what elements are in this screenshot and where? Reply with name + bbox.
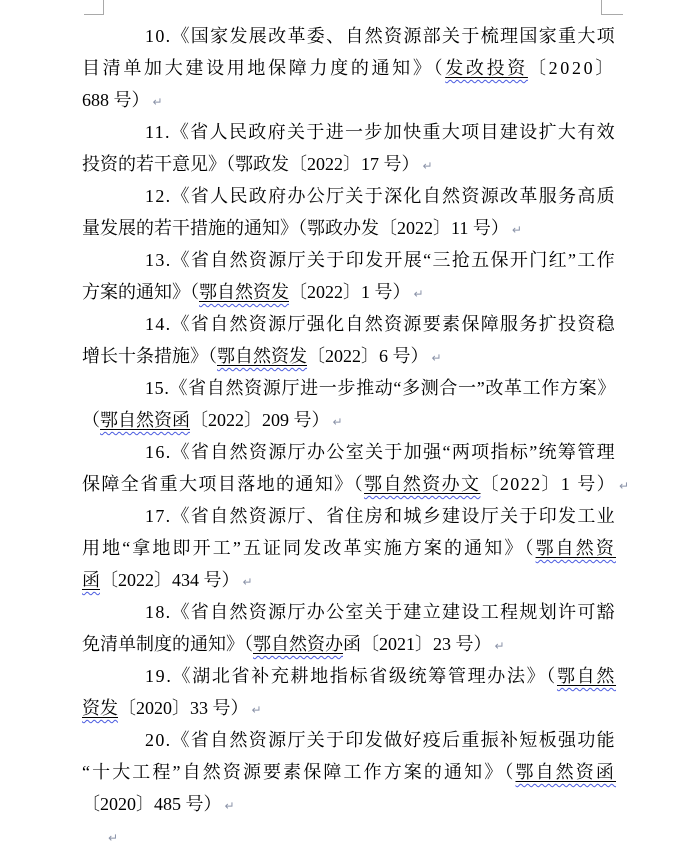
paragraph-mark-icon: ↵ (511, 223, 522, 237)
doc-reference-link[interactable] (515, 762, 616, 782)
line-content (145, 506, 616, 526)
text-line (82, 532, 616, 564)
doc-reference-link-text: 鄂自然资办 (253, 634, 343, 654)
line-content (145, 250, 616, 270)
doc-reference-link-text: 发改投资 (445, 58, 528, 78)
doc-reference-link[interactable] (82, 698, 118, 718)
text-run: 〔2022〕6 号） (307, 346, 429, 366)
line-content (145, 122, 616, 142)
paragraph-mark-icon: ↵ (242, 575, 253, 589)
text-run: （ (82, 410, 100, 430)
text-run: 〔2022〕1 号） (480, 474, 617, 494)
text-line (82, 724, 616, 756)
text-line (82, 372, 616, 404)
text-run: 19.《湖北省补充耕地指标省级统筹管理办法》（ (145, 666, 557, 686)
text-run: 免清单制度的通知》（ (82, 634, 253, 654)
doc-reference-link-text: 资发 (82, 698, 118, 718)
text-run: 保障全省重大项目落地的通知》（ (82, 474, 365, 494)
text-line (82, 20, 616, 52)
text-run: 方案的通知》（ (82, 282, 199, 302)
text-run: 投资的若干意见》（鄂政发〔2022〕17 号） (82, 154, 420, 174)
line-content (145, 378, 616, 398)
text-line (82, 788, 616, 820)
text-run: 〔2020〕 (527, 58, 617, 78)
text-line (82, 756, 616, 788)
doc-reference-link-text: 鄂自然资办文 (364, 474, 481, 494)
paragraph-mark-icon: ↵ (413, 287, 424, 301)
line-content (82, 218, 509, 238)
text-run: 函〔2021〕23 号） (343, 634, 492, 654)
doc-reference-link[interactable] (217, 346, 307, 366)
paragraph-mark-icon: ↵ (332, 415, 343, 429)
line-content (82, 90, 150, 110)
text-run: 〔2022〕209 号） (190, 410, 330, 430)
paragraph-mark-icon: ↵ (251, 703, 262, 717)
text-line (82, 500, 616, 532)
text-line (82, 148, 616, 180)
text-line (82, 212, 616, 244)
line-content (82, 570, 240, 590)
text-line (82, 404, 616, 436)
line-content (82, 762, 616, 782)
text-line (82, 84, 616, 116)
line-content (145, 666, 616, 686)
text-run: 688 号） (82, 90, 150, 110)
text-run: 用地“拿地即开工”五证同发改革实施方案的通知》（ (82, 538, 536, 558)
line-content (82, 538, 616, 558)
line-content (145, 730, 616, 750)
doc-reference-link-text: 鄂自然资 (535, 538, 616, 558)
text-run: 〔2022〕1 号） (289, 282, 411, 302)
text-run: 16.《省自然资源厅办公室关于加强“两项指标”统筹管理 (145, 442, 616, 462)
doc-reference-link[interactable] (253, 634, 343, 654)
text-line (82, 308, 616, 340)
line-content (145, 186, 616, 206)
paragraph-mark-icon: ↵ (494, 639, 505, 653)
document-text-block (82, 20, 630, 852)
text-line (82, 180, 616, 212)
line-content (82, 282, 411, 302)
text-line (82, 276, 616, 308)
text-line (82, 660, 616, 692)
text-run: 12.《省人民政府办公厅关于深化自然资源改革服务高质 (145, 186, 616, 206)
text-run: 量发展的若干措施的通知》（鄂政办发〔2022〕11 号） (82, 218, 509, 238)
doc-reference-link[interactable] (199, 282, 289, 302)
text-run: 15.《省自然资源厅进一步推动“多测合一”改革工作方案》 (145, 378, 616, 398)
text-line (82, 564, 616, 596)
text-run: 17.《省自然资源厅、省住房和城乡建设厅关于印发工业 (145, 506, 616, 526)
line-content (145, 314, 616, 334)
paragraph-mark-icon: ↵ (152, 95, 163, 109)
line-content (145, 26, 616, 46)
text-line (82, 340, 616, 372)
text-run: 20.《省自然资源厅关于印发做好疫后重振补短板强功能 (145, 730, 616, 750)
text-run: 目清单加大建设用地保障力度的通知》（ (82, 58, 446, 78)
text-line (82, 628, 616, 660)
doc-reference-link-text: 鄂自然 (556, 666, 617, 686)
text-line (82, 52, 616, 84)
text-run: 〔2020〕485 号） (82, 794, 222, 814)
doc-reference-link[interactable] (82, 570, 100, 590)
paragraph-mark-icon: ↵ (431, 351, 442, 365)
text-run: 〔2022〕434 号） (100, 570, 240, 590)
paragraph-mark-icon: ↵ (422, 159, 433, 173)
text-boundary-crop-mark-top-right (601, 0, 623, 15)
text-line (82, 436, 616, 468)
line-content (145, 602, 616, 622)
doc-reference-link[interactable] (557, 666, 616, 686)
doc-reference-link-text: 鄂自然资发 (217, 346, 307, 366)
line-content (145, 442, 616, 462)
text-run: 11.《省人民政府关于进一步加快重大项目建设扩大有效 (145, 122, 616, 142)
doc-reference-link[interactable] (445, 58, 528, 78)
line-content (82, 154, 420, 174)
line-content (82, 634, 492, 654)
line-content (82, 410, 330, 430)
paragraph-mark-icon: ↵ (619, 479, 630, 493)
line-content (82, 474, 616, 494)
doc-reference-link[interactable] (364, 474, 480, 494)
line-content (82, 698, 249, 718)
doc-reference-link-text: 鄂自然资函 (100, 410, 190, 430)
doc-reference-link-text: 鄂自然资函 (515, 762, 617, 782)
line-content (82, 346, 429, 366)
text-line (82, 116, 616, 148)
text-line (82, 244, 616, 276)
line-content (82, 794, 222, 814)
text-line (82, 692, 616, 724)
text-run: “十大工程”自然资源要素保障工作方案的通知》（ (82, 762, 516, 782)
doc-reference-link-text: 鄂自然资发 (199, 282, 289, 302)
line-content (82, 58, 616, 78)
doc-reference-link[interactable] (100, 410, 190, 430)
text-line (82, 596, 616, 628)
paragraph-mark-icon: ↵ (224, 799, 235, 813)
text-line (82, 820, 616, 852)
text-run: 〔2020〕33 号） (118, 698, 249, 718)
paragraph-mark-icon: ↵ (108, 831, 119, 845)
text-boundary-crop-mark-top-left (84, 0, 104, 15)
text-run: 增长十条措施》（ (82, 346, 217, 366)
text-run: 13.《省自然资源厅关于印发开展“三抢五保开门红”工作 (145, 250, 616, 270)
text-line (82, 468, 630, 500)
doc-reference-link-text: 函 (82, 570, 100, 590)
text-run: 14.《省自然资源厅强化自然资源要素保障服务扩投资稳 (145, 314, 616, 334)
text-run: 18.《省自然资源厅办公室关于建立建设工程规划许可豁 (145, 602, 616, 622)
text-run: 10.《国家发展改革委、自然资源部关于梳理国家重大项 (145, 26, 616, 46)
doc-reference-link[interactable] (536, 538, 616, 558)
